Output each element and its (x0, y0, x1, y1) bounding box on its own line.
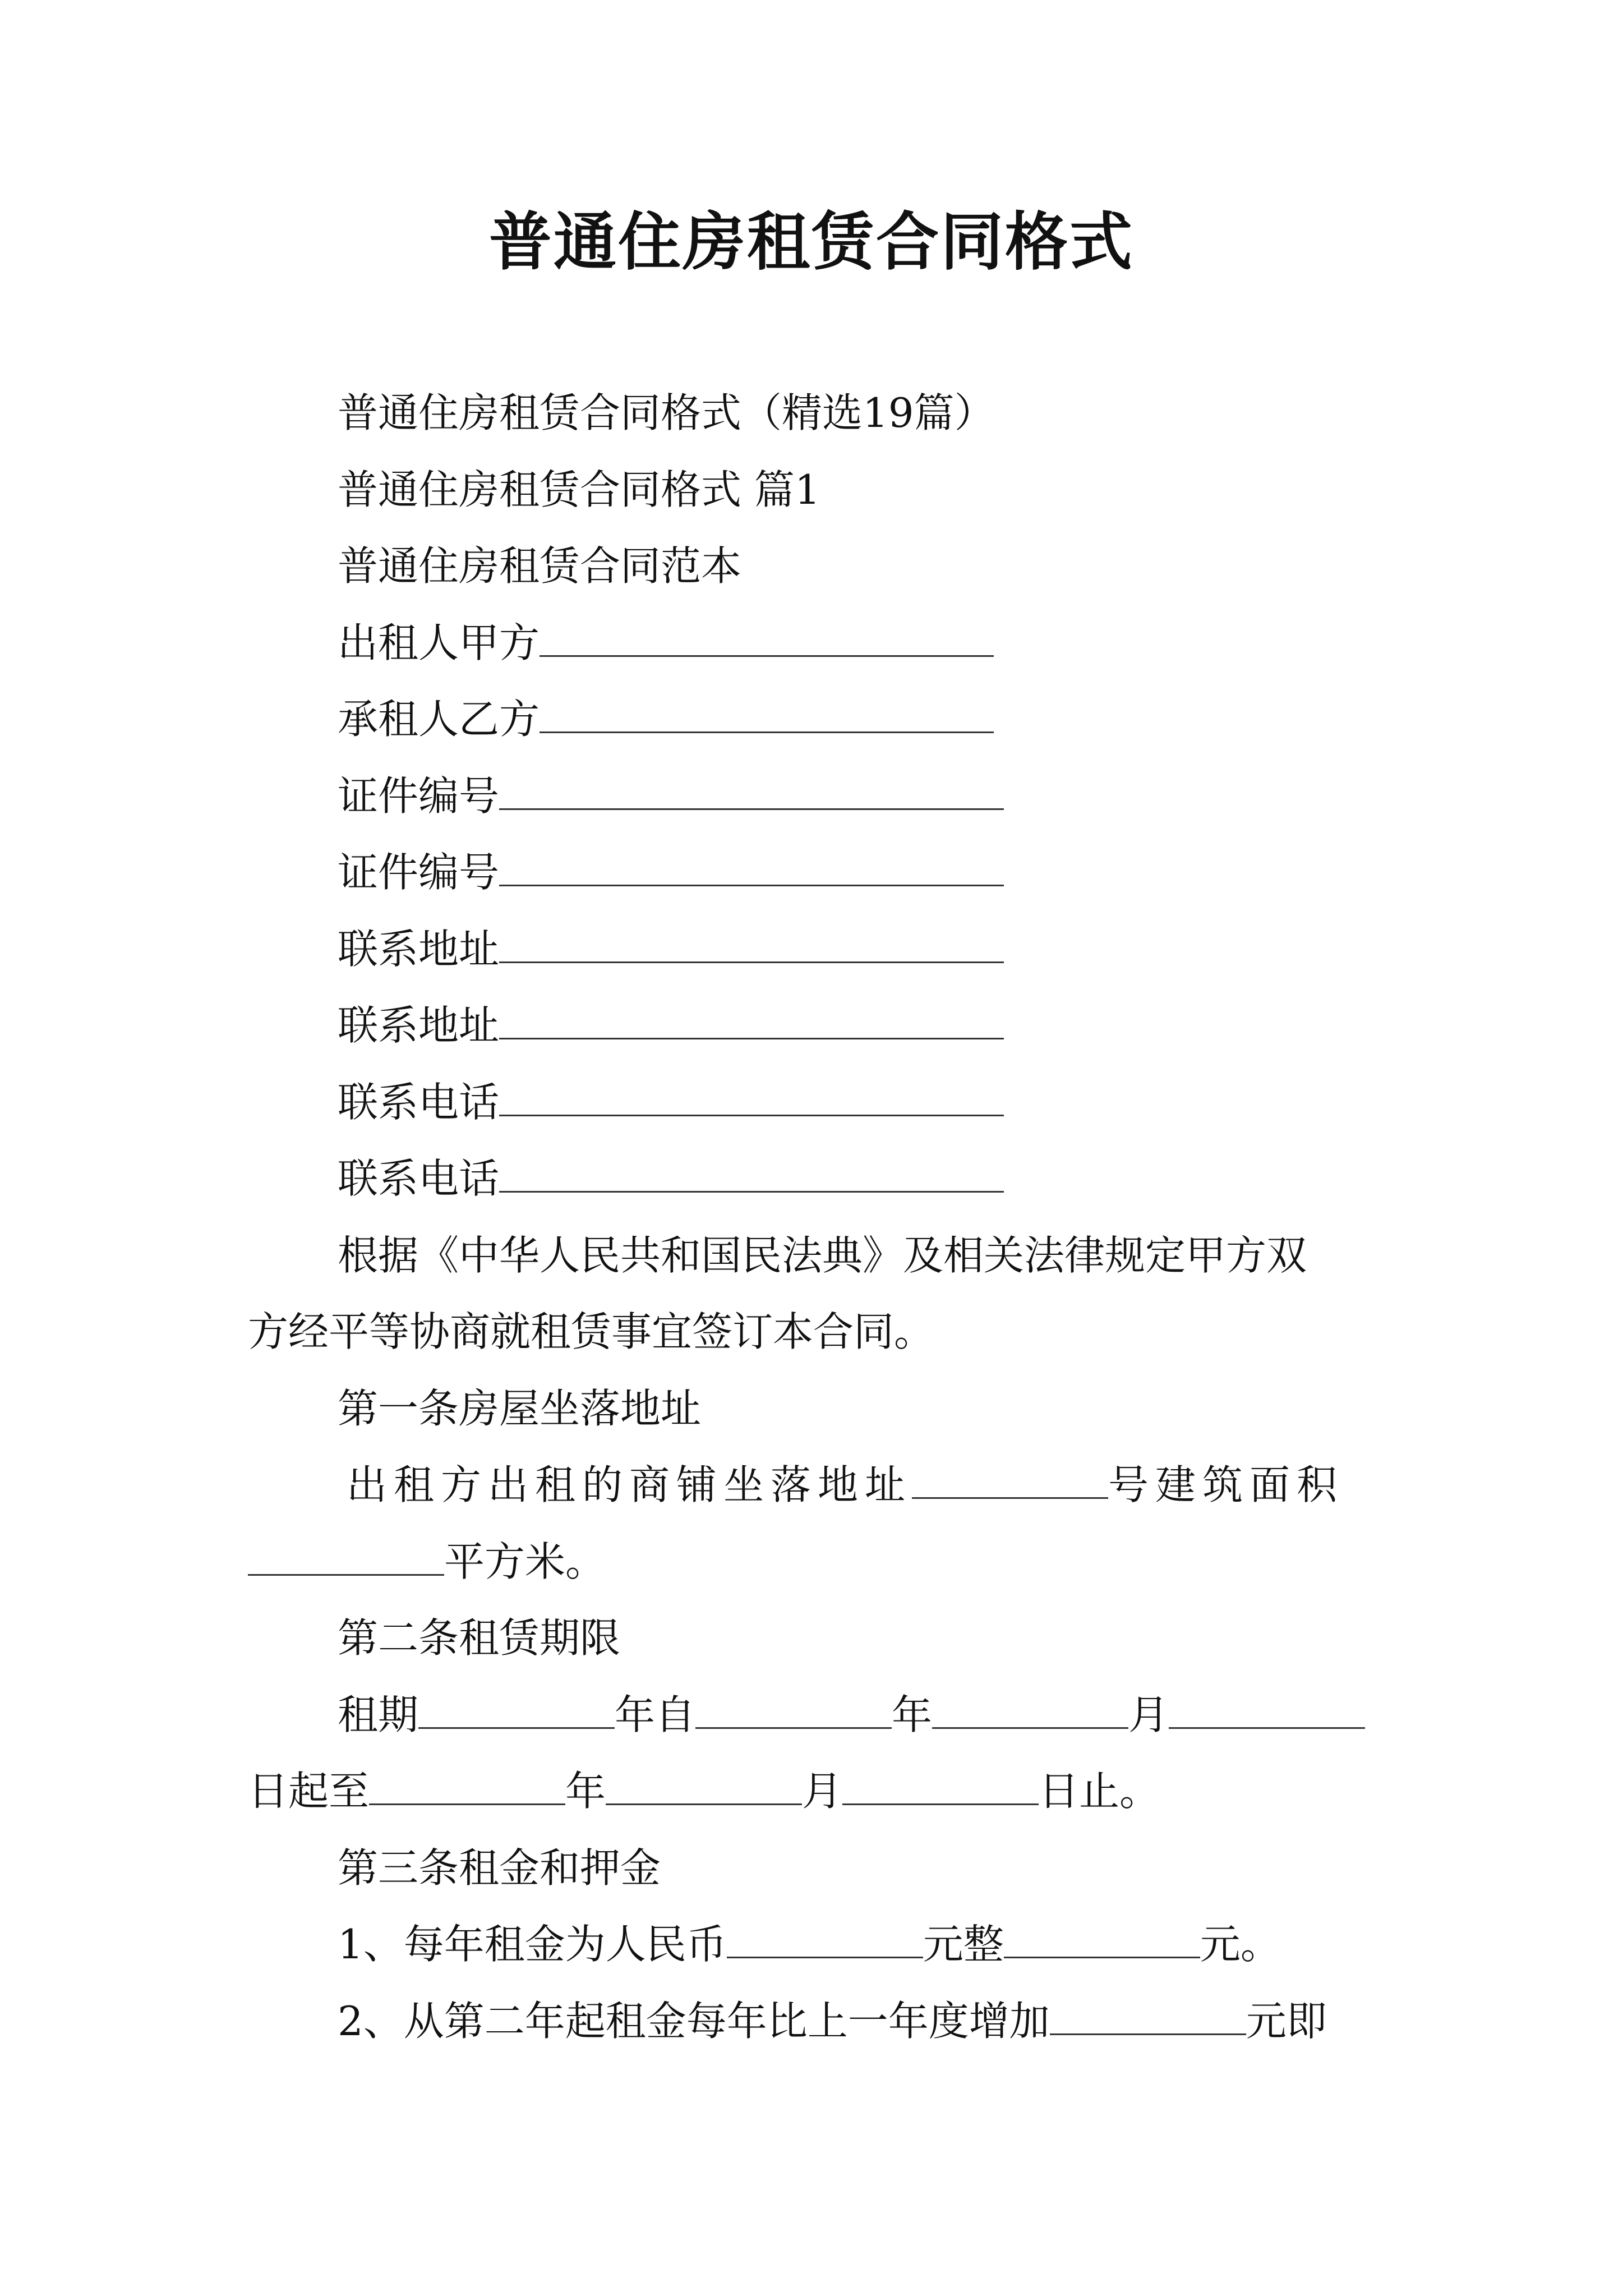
document-body (248, 375, 1381, 2059)
fill-blank[interactable] (499, 1006, 1004, 1039)
article3-item1 (248, 1906, 1381, 1983)
fill-blank[interactable] (1169, 1696, 1365, 1729)
paragraph-text: 日起至 (248, 1768, 370, 1815)
article2-paragraph-line2 (248, 1753, 1381, 1830)
fill-blank[interactable] (499, 777, 1004, 810)
id-number-field-b (248, 834, 1381, 911)
article1-paragraph-line1 (248, 1447, 1381, 1524)
address-field-a (248, 911, 1381, 988)
template-heading: 普通住房租赁合同范本 (338, 542, 742, 590)
fill-blank[interactable] (540, 624, 994, 657)
fill-blank[interactable] (1050, 2002, 1246, 2035)
fill-blank[interactable] (369, 1772, 565, 1805)
fill-blank[interactable] (932, 1696, 1128, 1729)
article2-heading: 第二条租赁期限 (338, 1614, 621, 1662)
paragraph-text: 日止。 (1039, 1768, 1160, 1815)
fill-blank[interactable] (418, 1696, 615, 1729)
field-label: 联系地址 (338, 925, 500, 973)
fill-blank[interactable] (842, 1772, 1039, 1805)
fill-blank[interactable] (499, 930, 1004, 963)
field-label: 联系电话 (338, 1155, 500, 1202)
intro-paragraph-line1: 根据《中华人民共和国民法典》及相关法律规定甲方双 (338, 1231, 1307, 1279)
article3-heading: 第三条租金和押金 (338, 1844, 661, 1892)
fill-blank[interactable] (606, 1772, 802, 1805)
fill-blank[interactable] (727, 1925, 923, 1958)
paragraph-text: 2、从第二年起租金每年比上一年度增加 (338, 1997, 1050, 2045)
page-title: 普通住房租赁合同格式 (489, 205, 1134, 279)
paragraph-text: 月 (802, 1768, 843, 1815)
paragraph-text: 出租方出租的商铺坐落地址 (347, 1461, 912, 1508)
field-label: 联系地址 (338, 1002, 500, 1049)
paragraph-text: 月 (1128, 1691, 1169, 1738)
document-subtitle: 普通住房租赁合同格式（精选19篇） (338, 389, 995, 436)
fill-blank[interactable] (540, 700, 994, 733)
lessor-field (248, 605, 1381, 682)
article1-heading: 第一条房屋坐落地址 (338, 1384, 702, 1432)
fill-blank[interactable] (499, 853, 1004, 886)
section-heading: 普通住房租赁合同格式 篇1 (338, 466, 820, 513)
fill-blank[interactable] (695, 1696, 892, 1729)
fill-blank[interactable] (499, 1159, 1004, 1193)
article3-item2 (248, 1983, 1381, 2060)
article1-paragraph-line2 (248, 1524, 1381, 1600)
paragraph-text: 年 (892, 1691, 933, 1738)
paragraph-text: 元整 (923, 1921, 1004, 1968)
phone-field-a (248, 1064, 1381, 1141)
paragraph-text: 1、每年租金为人民币 (338, 1921, 727, 1968)
paragraph-text: 年自 (615, 1691, 696, 1738)
address-field-b (248, 987, 1381, 1064)
paragraph-text: 租期 (338, 1691, 419, 1738)
paragraph-text: 元即 (1246, 1997, 1327, 2045)
id-number-field-a (248, 758, 1381, 835)
article2-paragraph-line1 (248, 1677, 1381, 1754)
paragraph-text: 平方米。 (444, 1538, 606, 1585)
paragraph-text: 年 (565, 1768, 606, 1815)
field-label: 联系电话 (338, 1078, 500, 1126)
field-label: 出租人甲方 (338, 619, 540, 666)
intro-paragraph-line2: 方经平等协商就租赁事宜签订本合同。 (248, 1308, 935, 1355)
fill-blank[interactable] (912, 1466, 1108, 1499)
fill-blank[interactable] (499, 1083, 1004, 1116)
fill-blank[interactable] (248, 1543, 444, 1576)
field-label: 证件编号 (338, 772, 500, 820)
paragraph-text: 元。 (1200, 1921, 1281, 1968)
phone-field-b (248, 1140, 1381, 1217)
lessee-field (248, 681, 1381, 758)
field-label: 证件编号 (338, 849, 500, 896)
field-label: 承租人乙方 (338, 696, 540, 743)
fill-blank[interactable] (1004, 1925, 1200, 1958)
paragraph-text: 号建筑面积 (1108, 1461, 1344, 1508)
